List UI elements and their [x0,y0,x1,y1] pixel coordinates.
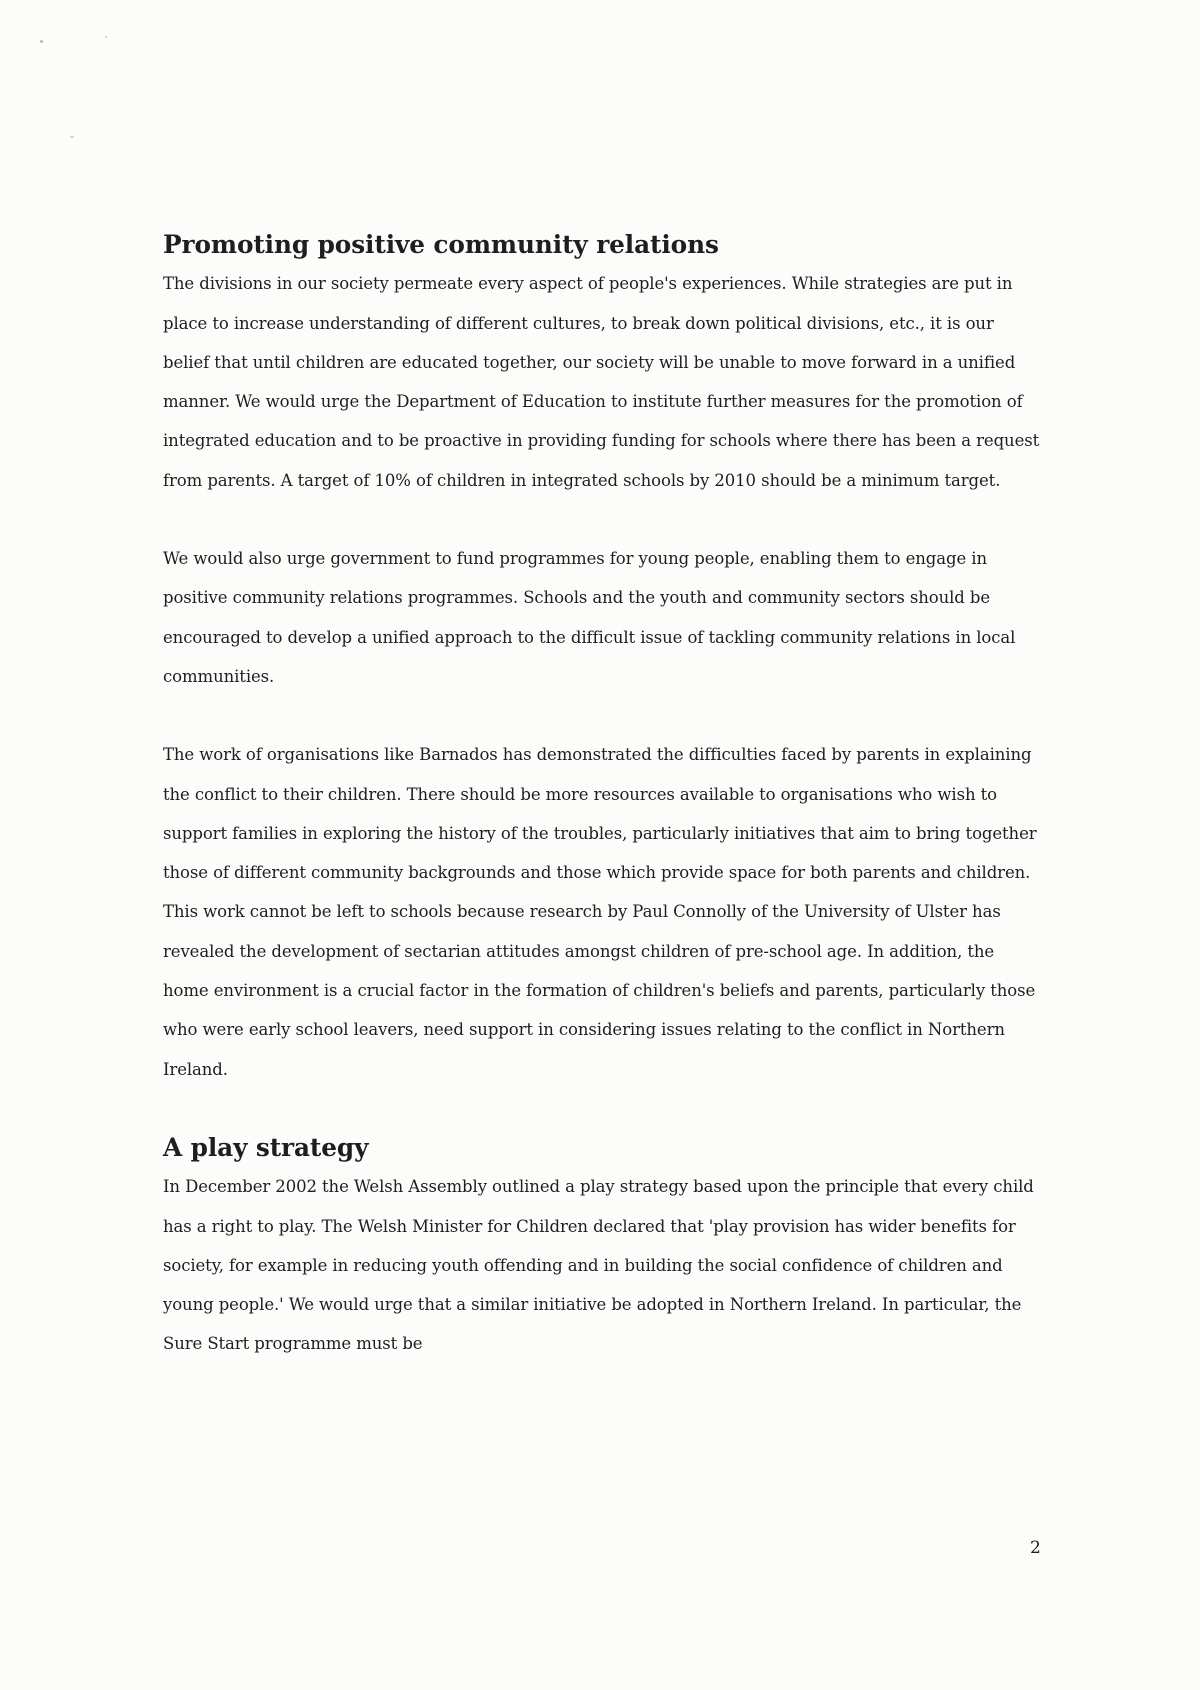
paragraph-barnados-work: The work of organisations like Barnados has demonstrated the difficulties faced by parents in explaining the conflict to their children. There should be more resources available to organisations who wish to support families in exploring the history of the troubles, particularly initiatives that aim to bring together those of different community backgrounds and those which provide space for both parents and children. This work cannot be left to schools because research by Paul Connolly of the University of Ulster has revealed the development of sectarian attitudes amongst children of pre-school age. In addition, the home environment is a crucial factor in the formation of children's beliefs and parents, particularly those who were early school leavers, need support in considering issues relating to the conflict in Northern Ireland. [163,745,1037,1079]
document-body [163,225,1043,1364]
section-heading-community-relations: Promoting positive community relations [163,230,719,259]
page-number: 2 [1030,1538,1041,1558]
scan-speck [70,136,74,138]
section-heading-play-strategy: A play strategy [163,1132,369,1162]
paragraph-youth-programmes: We would also urge government to fund programmes for young people, enabling them to engage in positive community relations programmes. Schools and the youth and community sectors should be encouraged to develop a unified approach to the difficult issue of tackling community relations in local communities. [163,549,1016,686]
scan-speck [40,40,43,43]
scan-speck [105,36,107,38]
paragraph-welsh-assembly: In December 2002 the Welsh Assembly outlined a play strategy based upon the principle that every child has a right to play. The Welsh Minister for Children declared that 'play provision has wider benefits for society, for example in reducing youth offending and in building the social confidence of children and young people.' We would urge that a similar initiative be adopted in Northern Ireland. In particular, the Sure Start programme must be [163,1177,1034,1354]
paragraph-integrated-education: The divisions in our society permeate every aspect of people's experiences. While strategies are put in place to increase understanding of different cultures, to break down political divisions, etc., it is our belief that until children are educated together, our society will be unable to move forward in a unified manner. We would urge the Department of Education to institute further measures for the promotion of integrated education and to be proactive in providing funding for schools where there has been a request from parents. A target of 10% of children in integrated schools by 2010 should be a minimum target. [163,274,1040,490]
